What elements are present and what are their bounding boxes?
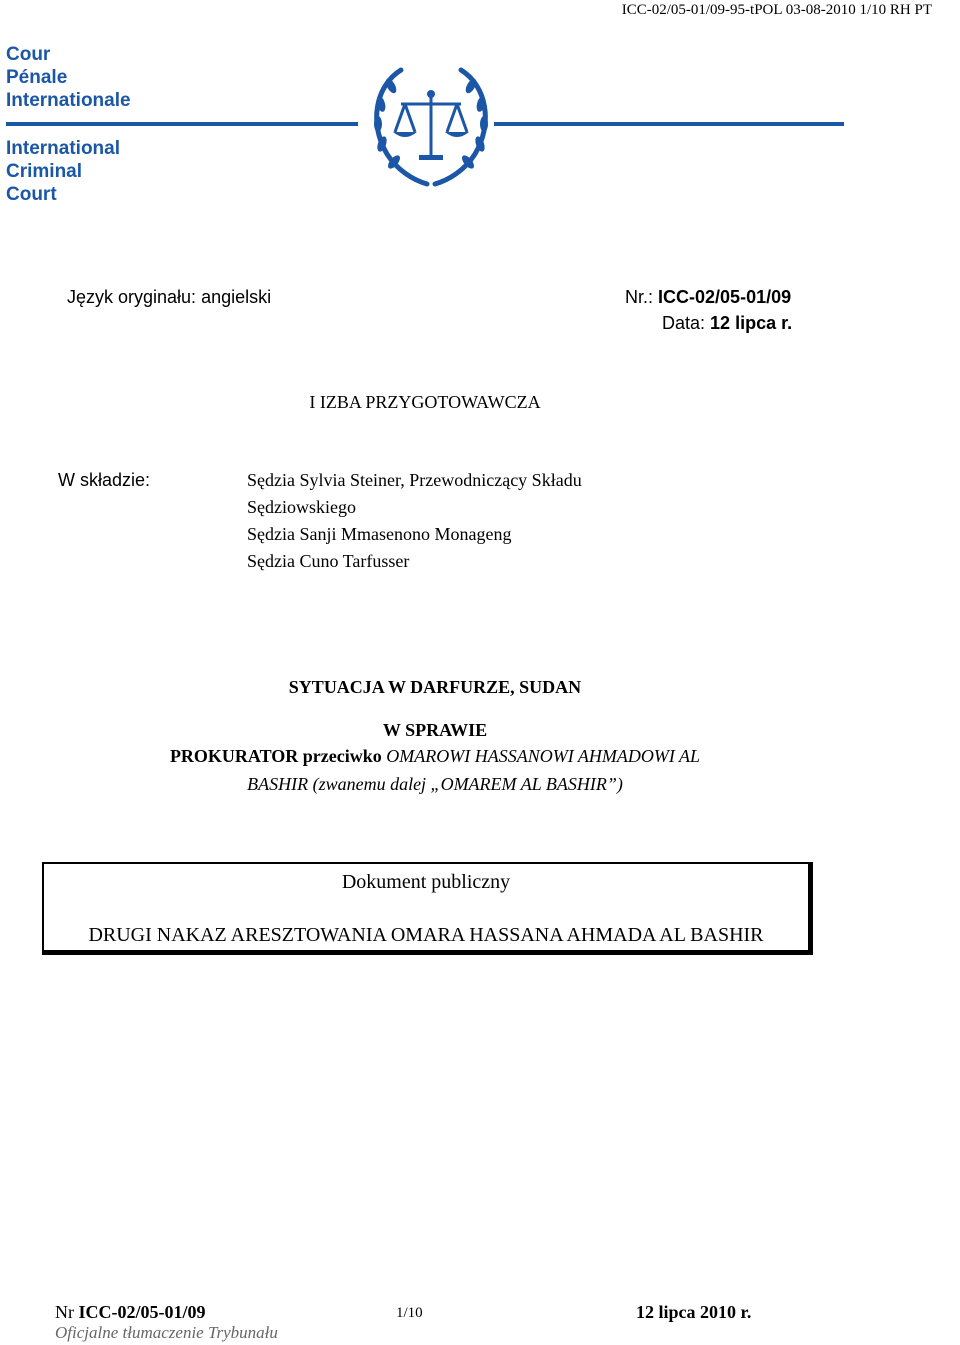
logo-fr-line-2: Pénale [6, 67, 68, 88]
footer-nr-label: Nr [55, 1302, 74, 1322]
case-number-value: ICC-02/05-01/09 [658, 287, 792, 307]
case-number-label: Nr.: [625, 287, 654, 307]
document-date [662, 313, 792, 334]
document-date-value: 12 lipca r. [710, 313, 793, 333]
judge-line-4: Sędzia Cuno Tarfusser [247, 551, 410, 571]
judge-line-1: Sędzia Sylvia Steiner, Przewodniczący Składu [247, 470, 582, 490]
logo-rule-right [494, 122, 844, 126]
logo-en-line-3: Court [6, 184, 57, 205]
judge-line-2: Sędziowskiego [247, 497, 356, 517]
icc-logo [6, 40, 844, 210]
situation-title: SYTUACJA W DARFURZE, SUDAN [288, 677, 582, 697]
scales-of-justice-icon [361, 62, 501, 192]
document-title: DRUGI NAKAZ ARESZTOWANIA OMARA HASSANA AHMADA AL BASHIR [88, 924, 764, 946]
versus-label: przeciwko [302, 746, 382, 766]
defendant-name-1: OMAROWI HASSANOWI AHMADOWI AL [386, 746, 701, 766]
judge-line-3: Sędzia Sanji Mmasenono Monageng [247, 524, 512, 544]
composition-label: W składzie: [58, 470, 151, 490]
case-number [625, 287, 791, 308]
case-parties-line-1 [0, 746, 870, 767]
footer-page-number: 1/10 [396, 1305, 423, 1321]
footer-case-number [55, 1302, 206, 1323]
classification-label: Dokument publiczny [341, 871, 511, 893]
footer-translation-note: Oficjalne tłumaczenie Trybunału [55, 1323, 278, 1342]
logo-fr-line-1: Cour [6, 44, 51, 65]
original-language [67, 287, 271, 308]
chamber-title: I IZBA PRZYGOTOWAWCZA [309, 392, 541, 412]
logo-en-line-2: Criminal [6, 161, 83, 182]
footer-nr-value: ICC-02/05-01/09 [78, 1302, 206, 1322]
logo-en-line-1: International [6, 138, 121, 159]
footer-date: 12 lipca 2010 r. [636, 1302, 752, 1322]
document-date-label: Data: [662, 313, 706, 333]
original-language-label: Język oryginału: [67, 287, 197, 307]
case-heading: W SPRAWIE [382, 720, 488, 740]
logo-fr-line-3: Internationale [6, 90, 131, 111]
prosecutor-label: PROKURATOR [169, 746, 299, 766]
original-language-value: angielski [201, 287, 272, 307]
document-classification-box [42, 862, 813, 955]
defendant-name-2: BASHIR (zwanemu dalej „OMAREM AL BASHIR”) [247, 774, 623, 794]
document-reference: ICC-02/05-01/09-95-tPOL 03-08-2010 1/10 RH PT [621, 2, 932, 18]
logo-rule-left [6, 122, 358, 126]
